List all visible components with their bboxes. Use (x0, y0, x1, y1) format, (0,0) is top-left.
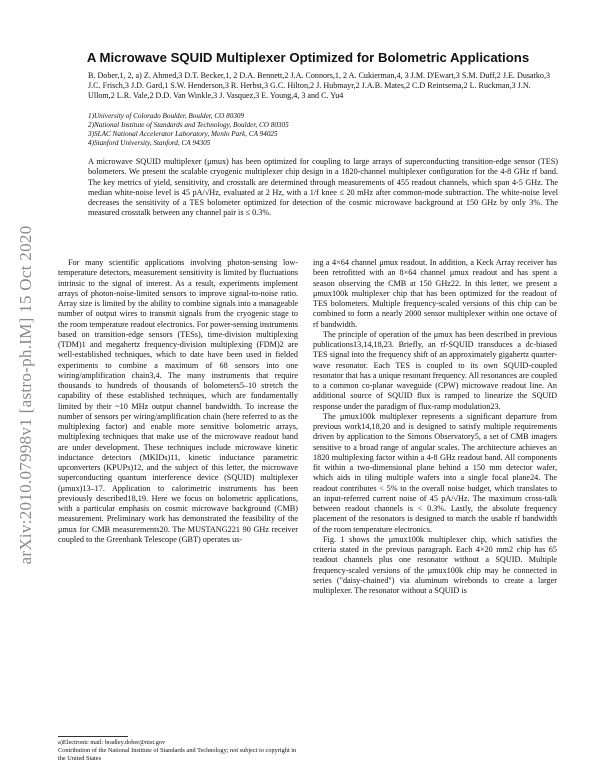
arxiv-identifier-text: arXiv:2010.07998v1 [astro-ph.IM] 15 Oct 2020 (16, 225, 35, 565)
arxiv-identifier (12, 205, 40, 585)
body-paragraph: Fig. 1 shows the μmux100k multiplexer chip, which satisfies the criteria stated in the previous paragraph. Each 4×20 mm2 chip has 65 readout channels plus one resonator without a SQUID. Multiple frequency-scaled versions of the μmux100k chip may be connected in series ("daisy-chained") via aluminum wirebonds to create a larger multiplexer. The resonator without a SQUID is (313, 534, 557, 595)
affiliation: 2)National Institute of Standards and Technology, Boulder, CO 80305 (88, 121, 289, 130)
paper-title: A Microwave SQUID Multiplexer Optimized for Bolometric Applications (86, 50, 530, 65)
footnotes (58, 739, 298, 763)
body-paragraph: For many scientific applications involving photon-sensing low-temperature detectors, measurement sensitivity is limited by fluctuations intrinsic to the signal of interest. As a result, experiments implement arrays of photon-noise-limited sensors to improve signal-to-noise ratio. Array size is limited by the ability to combine signals into a manageable number of output wires to transmit signals from the cryogenic stage to the room temperature readout electronics. For power-sensing instruments based on transition-edge sensors (TESs), time-division multiplexing (TDM)1 and megahertz frequency-division multiplexing (FDM)2 are well-established techniques, which to date have been used in fielded experiments to combine a maximum of 68 sensors into one wiring/amplification chain3,4. The many instruments that require thousands to hundreds of thousands of bolometers5–10 stretch the capability of these established techniques, which are fundamentally limited by their ~10 MHz output channel bandwidth. To increase the number of sensors per wiring/amplification chain (here referred to as the multiplexing factor) and enable more sensitive bolometric arrays, multiplexing techniques that make use of the microwave readout band are under development. These techniques include microwave kinetic inductance detectors (MKIDs)11, kinetic inductance parametric upconverters (KPUPs)12, and the subject of this letter, the microwave superconducting quantum interference device (SQUID) multiplexer (μmux)13–17. Application to calorimetric instruments has been previously described18,19. Here we focus on bolometric applications, with a particular emphasis on cosmic microwave background (CMB) measurement. Preliminary work has demonstrated the feasibility of the μmux for CMB measurements20. The MUSTANG221 90 GHz receiver coupled to the Greenbank Telescope (GBT) operates us- (58, 258, 298, 544)
body-paragraph: The principle of operation of the μmux has been described in previous publications13,14,18,23. Briefly, an rf-SQUID transduces a dc-biased TES signal into the frequency shift of an approximately gigahertz quarter-wave resonator. Each TES is coupled to its own SQUID-coupled resonator that has a unique resonant frequency. All resonances are coupled to a common co-planar waveguide (CPW) microwave readout line. An additional source of SQUID flux is ramped to linearize the SQUID response under the paradigm of flux-ramp modulation23. (313, 329, 557, 411)
body-column-right (313, 258, 557, 596)
body-paragraph: The μmux100k multiplexer represents a significant departure from previous work14,18,20 and is designed to satisfy multiple requirements driven by application to the Simons Observatory5, a set of CMB imagers sensitive to a broad range of angular scales. The architecture achieves an 1820 multiplexing factor within a 4-8 GHz readout band. All components fit within a two-dimensional plane behind a 150 mm detector wafer, which aids in tiling multiple wafers into a single focal plane24. The readout contributes < 5% to the overall noise budget, which translates to an input-referred current noise of 45 pA/√Hz. The maximum cross-talk between readout channels is < 0.3%. Lastly, the absolute frequency placement of the resonators is designed to match the usable rf bandwidth of the room temperature electronics. (313, 411, 557, 534)
footnote-email: a)Electronic mail: bradley.dober@nist.gov (58, 739, 166, 746)
abstract: A microwave SQUID multiplexer (μmux) has been optimized for coupling to large arrays of superconducting transition-edge sensor (TES) bolometers. We present the scalable cryogenic multiplexer chip design in a 1820-channel multiplexer configuration for the 4-8 GHz rf band. The key metrics of yield, sensitivity, and crosstalk are determined through measurements of 455 readout channels, which span 4-5 GHz. The median white-noise level is 45 pA/√Hz, evaluated at 2 Hz, with a 1/f knee ≤ 20 mHz after common-mode subtraction. The white-noise level decreases the sensitivity of a TES bolometer optimized for detection of the cosmic microwave background at 150 GHz by only 3%. The measured crosstalk between any channel pair is ≤ 0.3%. (88, 157, 558, 218)
body-paragraph: ing a 4×64 channel μmux readout. In addition, a Keck Array receiver has been retrofitted with an 8×64 channel μmux readout and has spent a season observing the CMB at 150 GHz22. In this letter, we present a μmux100k multiplexer chip that has been optimized for the readout of TES bolometers. Multiple frequency-scaled versions of this chip can be combined to form a nearly 2000 sensor multiplexer within one octave of rf bandwidth. (313, 258, 557, 329)
affiliation-list (88, 112, 558, 148)
affiliation: 4)Stanford University, Stanford, CA 94305 (88, 139, 211, 148)
footnote-copyright: Contribution of the National Institute of Standards and Technology; not subject to copyright in the United States (58, 746, 297, 762)
body-column-left (58, 258, 298, 545)
footnote-divider (58, 736, 128, 737)
affiliation: 1)University of Colorado Boulder, Boulder, CO 80309 (88, 112, 245, 120)
author-list: B. Dober,1, 2, a) Z. Ahmed,3 D.T. Becker,1, 2 D.A. Bennett,2 J.A. Connors,1, 2 A. Cukierman,4, 3 J.M. D'Ewart,3 S.M. Duff,2 J.E. Dusatko,3 J.C. Frisch,3 J.D. Gard,1 S.W. Henderson,3 R. Herbst,3 G.C. Hilton,2 J. Hubmayr,2 J.A.B. Mates,2 C.D Reintsema,2 L. Ruckman,3 J.N. Ullom,2 L.R. Vale,2 D.D. Van Winkle,3 J. Vasquez,3 E. Young,4, 3 and C. Yu4 (88, 71, 551, 101)
affiliation: 3)SLAC National Accelerator Laboratory, Menlo Park, CA 94025 (88, 130, 278, 139)
